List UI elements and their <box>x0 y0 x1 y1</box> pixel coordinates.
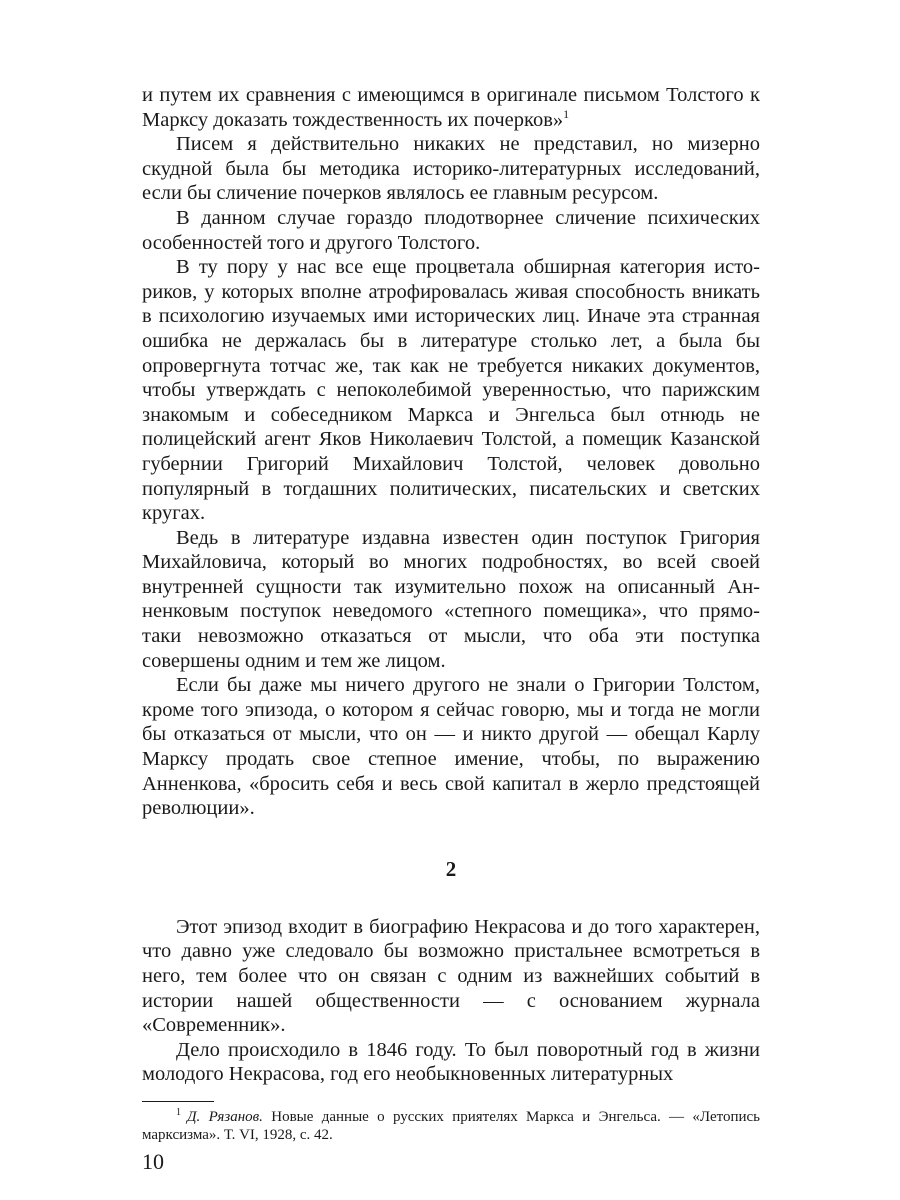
paragraph: Этот эпизод входит в биографию Некрасова и до того характерен, что давно уже следовало бы возможно пристальнее всмотреться в него, тем более что он связан с одним из важнейших событий в истории нашей общественности — с основанием журнала «Современник». <box>142 915 760 1037</box>
footnote-divider <box>142 1101 214 1102</box>
paragraph: Если бы даже мы ничего другого не знали о Григории Толстом, кроме того эпизода, о котором я сейчас говорю, мы и тогда не могли бы отказаться от мысли, что он — и никто другой — обещал Карлу Марксу продать свое степное имение, чтобы, по выражению Анненкова, «бросить себя и весь свой капитал в жерло предстоящей революции». <box>142 674 760 820</box>
paragraph-continuation <box>142 83 760 132</box>
section-heading: 2 <box>445 856 457 881</box>
footnote-author: Д. Рязанов. <box>187 1108 263 1125</box>
paragraph: В данном случае гораздо плодотворнее сличение психических особенностей того и другого Толстого. <box>142 206 760 254</box>
book-page <box>142 83 760 1174</box>
footnote-reference[interactable]: 1 <box>563 106 570 121</box>
paragraph: Писем я действительно никаких не представил, но мизерно скудной была бы методика историко-литературных исследований, если бы сличение почерков являлось ее главным ресурсом. <box>142 133 760 205</box>
paragraph: Ведь в литературе издавна известен один поступок Григория Михайловича, который во многих подробностях, во всей своей внутренней сущности так изумительно похож на описанный Анненковым поступок неведомого «степного помещика», что прямо-таки невозможно отказаться от мысли, что оба эти поступка совершены одним и тем же лицом. <box>142 526 760 672</box>
paragraph-text: и путем их сравнения с имеющимся в оригинале письмом Толстого к Марксу доказать тождественность их почерков» <box>142 84 760 131</box>
page-number: 10 <box>142 1148 164 1174</box>
footnote-number: 1 <box>176 1106 181 1118</box>
footnote <box>142 1108 760 1144</box>
footnote-text: Новые данные о русских приятелях Маркса и Энгельса. — «Летопись марксизма». Т. VI, 1928, с. 42. <box>142 1108 761 1143</box>
paragraph: Дело происходило в 1846 году. То был поворотный год в жизни молодого Некрасова, год его необыкновенных литературных <box>142 1038 760 1086</box>
paragraph: В ту пору у нас все еще процветала обширная категория историков, у которых вполне атрофировалась живая способность вникать в психологию изучаемых ими исторических лиц. Иначе эта странная ошибка не держалась бы в литературе столько лет, а была бы опровергнута тотчас же, так как не требуется никаких документов, чтобы утверждать с непоколебимой уверенностью, что парижским знакомым и собеседником Маркса и Энгельса был отнюдь не полицейский агент Яков Николаевич Толстой, а помещик Казанской губернии Григорий Михайлович Толстой, человек довольно популярный в тогдашних политических, писательских и светских кругах. <box>142 256 760 525</box>
